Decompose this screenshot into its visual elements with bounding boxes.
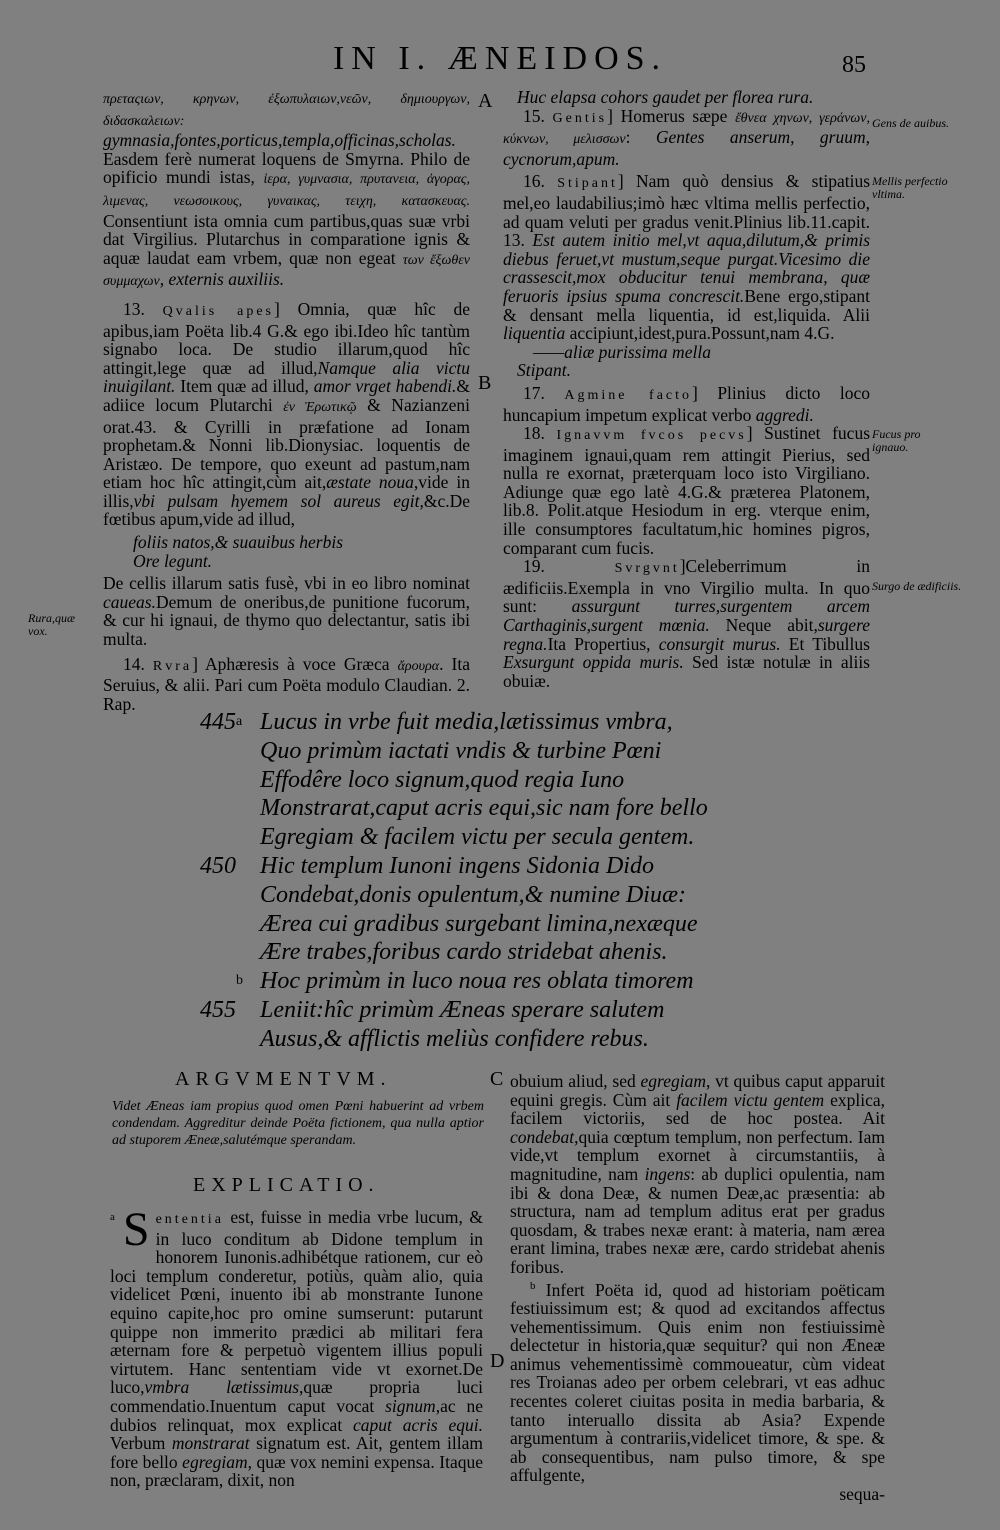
italic-text: vmbra lætissimus bbox=[144, 1377, 300, 1398]
italic-text: egregiam bbox=[182, 1451, 248, 1472]
quote-line: ——aliæ purissima mella bbox=[533, 341, 711, 362]
section-marker-a: A bbox=[478, 90, 493, 112]
quote-line: Ore legunt. bbox=[133, 550, 213, 571]
body-text: ] Nam quò densius & stipatius mel,eo laudabilius;imò hæc vltima mellis perfectio, ad quam veluti per gradus venit.Plinius lib.11.capit. 13. bbox=[503, 171, 871, 251]
italic-text: surgere regna. bbox=[503, 615, 870, 654]
verse-text: Hoc primùm in luco noua res oblata timorem bbox=[260, 968, 694, 995]
italic-text: , externis auxiliis. bbox=[159, 269, 285, 290]
verse-line-number: 450 bbox=[200, 852, 236, 879]
italic-text: liquentia bbox=[503, 323, 566, 344]
verse-text: Condebat,donis opulentum,& numine Diuæ: bbox=[260, 881, 686, 908]
margin-note-mellis: Mellis perfectio vltima. bbox=[872, 174, 948, 201]
greek-text: ἄρουρα bbox=[397, 658, 440, 674]
italic-text: ingens bbox=[644, 1163, 691, 1184]
greek-text: ἔθνεα χηνων, γεράνων, κύκνων, μελισσων bbox=[503, 110, 871, 148]
margin-note-fucus: Fucus pro ignauo. bbox=[872, 427, 921, 454]
right-paragraph-19 bbox=[503, 557, 870, 690]
body-text: ] Aphæresis à voce Græca bbox=[192, 653, 398, 674]
verse-line bbox=[200, 737, 720, 766]
lemma: ententia bbox=[155, 1212, 224, 1227]
note-mark-a: a bbox=[110, 1211, 115, 1223]
right-lower-paragraph-1 bbox=[510, 1072, 885, 1277]
greek-text: πρεταςιων, κρηνων, ἐξωπυλαιων,νεῶν, δημιουργων, διδασκαλειων: bbox=[103, 92, 470, 129]
verse-text: Hic templum Iunoni ingens Sidonia Dido bbox=[260, 852, 654, 879]
body-text: obuium aliud, sed bbox=[510, 1071, 641, 1091]
body-text: Et Tibullus bbox=[780, 633, 870, 654]
body-text: ] Omnia, quæ hîc de apibus,iam Poëta lib.4 G.& ego ibi.Ideo hîc tantùm signabo loca. De studio illarum,quod hîc attingit,lege quæ ad illud, bbox=[103, 298, 471, 378]
body-text: Easdem ferè numerat loquens de Smyrna. Philo de opificio mundi istas, bbox=[103, 148, 470, 188]
catchword: sequa- bbox=[839, 1483, 885, 1504]
body-text: Sed istæ notulæ in aliis obuiæ. bbox=[503, 652, 870, 691]
verse-line bbox=[200, 881, 720, 910]
italic-text: assurgunt turres,surgentem arcem Carthaginis,surgent mœnia. bbox=[503, 596, 870, 636]
verse-line bbox=[200, 1025, 720, 1054]
quote-line: Huc elapsa cohors gaudet per florea rura. bbox=[517, 87, 814, 107]
italic-text: gymnasia,fontes,porticus,templa,officinas,scholas. bbox=[103, 130, 456, 151]
left-column-top bbox=[103, 88, 470, 713]
body-text: ]Celeberrimum in ædificiis.Exempla in vno Virgilio multa. In quo sunt: bbox=[503, 556, 870, 617]
right-column-top bbox=[503, 88, 870, 690]
body-text: ,ac ne dubios relinquat, mox explicat bbox=[110, 1395, 483, 1435]
verse-text: Ærea cui gradibus surgebant limina,nexæque bbox=[260, 910, 698, 937]
lemma: Ignavvm fvcos pecvs bbox=[556, 428, 747, 444]
quote-line: Stipant. bbox=[517, 360, 571, 381]
body-text: , vt quibus caput apparuit equini gregis. Cùm ait bbox=[510, 1071, 885, 1110]
verse-line-number: 445 bbox=[200, 709, 236, 735]
lemma: Agmine facto bbox=[564, 387, 693, 403]
body-text: Demum de oneribus,de punitione fucorum, & cur hi ignaui, de thymo quo delectantur, satis ibi multa. bbox=[103, 591, 470, 650]
body-text: accipiunt,idest,pura.Possunt,nam 4.G. bbox=[565, 323, 835, 344]
quote-line: foliis natos,& suauibus herbis bbox=[133, 532, 344, 553]
lemma: Gentis bbox=[552, 110, 608, 126]
verse-text: Egregiam & facilem victu per secula gentem. bbox=[260, 824, 695, 851]
body-text: . Ita Seruius, & alii. Pari cum Poëta modulo Claudian. 2. Rap. bbox=[103, 653, 470, 714]
margin-note-surgo: Surgo de ædificiis. bbox=[872, 579, 962, 593]
verse-line bbox=[200, 794, 720, 823]
verse-line bbox=[200, 852, 720, 881]
italic-text: Gentes anserum, gruum, cycnorum,apum. bbox=[503, 127, 870, 169]
right-column-lower bbox=[510, 1072, 885, 1503]
italic-text: aggredi. bbox=[755, 404, 814, 425]
italic-text: Exsurgunt oppida muris. bbox=[503, 652, 684, 673]
verse-text: Quo primùm iactati vndis & turbine Pœni bbox=[260, 737, 662, 764]
body-text: & Nazianzeni orat.43. & Cyrilli in præfatione ad Ionam prophetam.& Nonni lib.Dionysiac. loquentis de Aristæo. De tempore, quo exeunt ad pastum,nam etiam hoc hîc attingit,cùm ait, bbox=[103, 394, 470, 493]
body-text: ,vide in illis, bbox=[103, 472, 470, 511]
italic-text: egregiam bbox=[640, 1071, 706, 1091]
verse-line bbox=[200, 766, 720, 795]
body-text: , quæ vox nemini expensa. Itaque non, præclaram, dixit, non bbox=[110, 1451, 483, 1491]
verse-text: Lucus in vrbe fuit media,lætissimus vmbra, bbox=[260, 709, 673, 735]
note-number: 18. bbox=[523, 423, 557, 444]
greek-text: ἐν Ἐρωτικῷ bbox=[283, 399, 357, 415]
note-number: 17. bbox=[523, 382, 565, 403]
body-text: Ita Propertius, bbox=[547, 633, 659, 654]
verse-line-number: 455 bbox=[200, 996, 236, 1023]
lemma: Rvra bbox=[152, 658, 193, 674]
body-text: Consentiunt ista omnia cum partibus,quas suæ vrbi dat Virgilius. Plutarchus in comparatione ignis & aquæ laudat eam vrbem, quæ non egeat bbox=[103, 210, 470, 268]
verse-note-mark: a bbox=[236, 714, 243, 729]
body-text: explica, facilem victoriis, sed de hoc postea. Ait bbox=[510, 1089, 885, 1129]
left-paragraph-4 bbox=[103, 655, 470, 714]
explicatio-heading: EXPLICATIO. bbox=[193, 1174, 380, 1196]
section-marker-d: D bbox=[490, 1350, 505, 1372]
italic-text: condebat bbox=[510, 1126, 575, 1147]
body-text: signatum est. Ait, gentem illam fore bello bbox=[110, 1433, 484, 1472]
note-mark bbox=[110, 1208, 115, 1230]
section-marker-b: B bbox=[478, 372, 492, 394]
body-text: &c.De fœtibus apum,vide ad illud, bbox=[103, 490, 470, 530]
margin-note-rura: Rura,quæ vox. bbox=[28, 611, 76, 638]
body-text: ] Plinius dicto loco huncapium impetum explicat verbo bbox=[503, 382, 871, 425]
lemma: Svrgvnt bbox=[614, 561, 680, 577]
body-text: & adiice locum Plutarchi bbox=[103, 376, 470, 415]
running-head: IN I. ÆNEIDOS. bbox=[332, 40, 668, 77]
body-text: Neque abit, bbox=[709, 615, 818, 636]
italic-text: caueas. bbox=[103, 591, 156, 612]
italic-text: Est autem initio mel,vt aqua,dilutum,& primis diebus feruet,vt mustum,seque purgat.Vicesimo die crassescit,mox obducitur tenui membrana, quæ feruoris ipsius spuma concrescit. bbox=[503, 230, 871, 306]
body-text: De cellis illarum satis fusè, vbi in eo libro nominat bbox=[103, 573, 470, 594]
body-text: Infert Poëta id, quod ad historiam poëticam festiuissimum est; & quod ad excitandos affectus vehementissimum. Quis enim non festiuissimè delectetur in historia,quæ sequitur? qui non Æneæ animus vehementissimè commoueatur, cùm videat res Troianas adeo per orbem celebrari, vt eas adhuc recentes coleret ciuitas posita in media barbaria, & tanto interuallo dissita ab Asia? Expende argumentum à contrariis,videlicet timore, & spe. & ab consequentibus, nam pulso timore, & spe affulgente, bbox=[510, 1279, 885, 1486]
body-text: Item quæ ad illud, bbox=[175, 376, 314, 397]
verse-line bbox=[200, 938, 720, 967]
right-paragraph-16 bbox=[503, 172, 870, 342]
verse-line bbox=[200, 910, 720, 939]
body-text: ] Homerus sæpe bbox=[607, 105, 736, 126]
left-paragraph-1 bbox=[103, 88, 470, 292]
verse-line bbox=[200, 996, 720, 1025]
note-number: 14. bbox=[123, 653, 153, 674]
body-text: Verbum bbox=[110, 1433, 172, 1454]
left-paragraph-2 bbox=[103, 300, 470, 529]
italic-text: consurgit murus. bbox=[658, 633, 781, 654]
verse-text: Monstrarat,caput acris equi,sic nam fore bello bbox=[260, 795, 708, 822]
verse-line bbox=[200, 708, 720, 737]
note-number: 16. bbox=[523, 171, 558, 192]
argument-text: Videt Æneas iam propius quod omen Pœni habuerint ad vrbem condendam. Aggreditur deinde Poëta fictionem, qua nulla aptior ad stuporem Æneæ,salutémque sperandam. bbox=[112, 1099, 484, 1148]
verse-text: Ausus,& afflictis meliùs confidere rebus. bbox=[260, 1025, 649, 1052]
drop-cap: S bbox=[122, 1203, 150, 1256]
verse-line bbox=[200, 967, 720, 996]
right-paragraph-17 bbox=[503, 384, 870, 424]
explicatio-text bbox=[110, 1203, 484, 1491]
right-lower-paragraph-2 bbox=[510, 1277, 885, 1485]
italic-text: amor vrget habendi. bbox=[313, 376, 457, 397]
note-number: 19. bbox=[523, 556, 615, 577]
verse-line bbox=[200, 823, 720, 852]
note-mark-b: b bbox=[530, 1279, 536, 1292]
section-marker-c: C bbox=[490, 1068, 504, 1090]
body-text: est, fuisse in media vrbe lucum, & in luco conditum ab Didone templum in honorem Iunonis.adhibétque rationem, cur eò loci templum conderetur, potiùs, quàm alio, quia videlicet Pœni, inuento ibi ab monstrante Iunone equino capite,hoc pro omine sumserunt: putarunt quippe non immerito prædici ab militari fera æternam fore & perpetuò vigentem illius populi virtutem. Hanc sententiam vide vt exornet.De luco, bbox=[110, 1207, 483, 1398]
italic-text: Namque alia victu inuigilant. bbox=[103, 357, 470, 397]
verse-text: Ære trabes,foribus cardo stridebat ahenis. bbox=[260, 939, 668, 966]
italic-text: monstrarat bbox=[171, 1433, 250, 1454]
body-text: ,quæ propria luci commendatio.Inuentum caput vocat bbox=[110, 1377, 484, 1416]
body-text: Bene ergo,stipant & densant mella liquentia, id est,liquida. Alii bbox=[503, 285, 870, 325]
lemma: Stipant bbox=[557, 176, 618, 192]
greek-text: των ἔξωθεν συμμαχων bbox=[103, 252, 470, 290]
body-text: ,quia cœptum templum, non perfectum. Iam vide,vt templum exornet à circumstantiis, à magnitudine, nam bbox=[510, 1126, 885, 1184]
body-text: : bbox=[625, 127, 656, 148]
verse-note-mark: b bbox=[236, 973, 243, 989]
verse-block bbox=[200, 708, 720, 1054]
page-number: 85 bbox=[842, 52, 866, 78]
italic-text: facilem victu gentem bbox=[676, 1089, 825, 1110]
body-text: ] Sustinet fucus imaginem ignaui,quam rem attingit Pierius, sed nulla re exornat, præterquam loco isto Virgiliano. Adiunge quæ ego latè 4.G.& præterea Platonem, lib.8. Polit.atque Hesiodum in erg. vterque enim, ille consumptores facultatum,hic homines pigros, comparant cum fucis. bbox=[503, 423, 871, 558]
verse-text: Leniit:hîc primùm Æneas sperare salutem bbox=[260, 996, 665, 1023]
lemma: Qvalis apes bbox=[162, 303, 274, 319]
italic-text: vbi pulsam hyemem sol aureus egit, bbox=[133, 490, 424, 511]
note-number: 13. bbox=[123, 298, 163, 319]
greek-text: ἱερα, γυμνασια, πρυτανεια, ἀγορας, λιμενας, νεωσοικους, γυναικας, τειχη, κατασκευας. bbox=[103, 172, 470, 209]
body-text: : ab duplici opulentia, nam ibi & dona Deæ, & numen Deæ,ac præsentia: ab structura, nam ad templum aditus erat per gradus quosdam, & trabes nexæ erant: à materia, nam ærea erant limina, trabes nexæ ære, cardo stridebat ahenis foribus. bbox=[510, 1163, 885, 1277]
italic-text: signum bbox=[385, 1395, 436, 1416]
verse-text: Effodêre loco signum,quod regia Iuno bbox=[260, 766, 625, 793]
italic-text: æstate noua bbox=[326, 472, 414, 493]
left-paragraph-3 bbox=[103, 574, 470, 648]
margin-note-gens: Gens de auibus. bbox=[872, 116, 949, 130]
note-number: 15. bbox=[523, 105, 553, 126]
argument-heading: ARGVMENTVM. bbox=[175, 1068, 392, 1090]
right-paragraph-18 bbox=[503, 424, 870, 557]
right-paragraph-15 bbox=[503, 107, 870, 169]
italic-text: caput acris equi. bbox=[353, 1414, 484, 1435]
